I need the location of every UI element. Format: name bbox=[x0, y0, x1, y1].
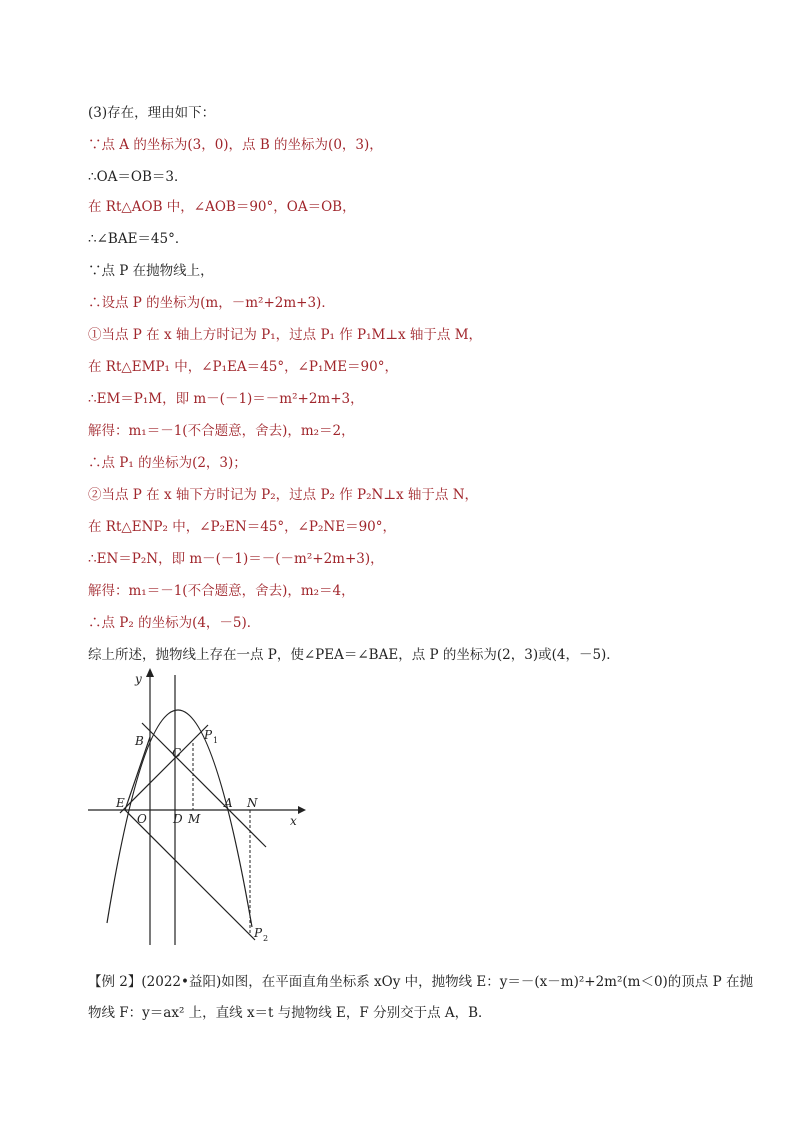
solution-line-text: ∴EM＝P₁M，即 m－(－1)＝－m²+2m+3， bbox=[88, 391, 364, 407]
solution-line bbox=[88, 550, 384, 568]
solution-line bbox=[88, 582, 355, 600]
solution-line-text: ∴OA＝OB＝3． bbox=[88, 169, 188, 185]
solution-line bbox=[88, 518, 396, 536]
y-axis-arrow bbox=[146, 668, 154, 677]
solution-line bbox=[88, 390, 364, 408]
label-D: D bbox=[173, 812, 183, 826]
solution-line bbox=[88, 486, 478, 504]
solution-line-text: ∵点 P 在抛物线上， bbox=[88, 263, 214, 279]
solution-line-text: ②当点 P 在 x 轴下方时记为 P₂，过点 P₂ 作 P₂N⊥x 轴于点 N， bbox=[88, 487, 479, 503]
solution-line bbox=[88, 646, 620, 664]
solution-line bbox=[88, 262, 214, 280]
label-M: M bbox=[188, 812, 201, 826]
solution-line bbox=[88, 198, 356, 216]
label-P2: P bbox=[254, 926, 263, 940]
solution-line bbox=[88, 422, 355, 440]
label-O: O bbox=[137, 812, 147, 826]
label-y: y bbox=[135, 672, 142, 686]
label-x: x bbox=[290, 814, 297, 828]
solution-line bbox=[88, 294, 335, 312]
label-C: C bbox=[172, 746, 182, 760]
line-EP1 bbox=[120, 725, 208, 813]
solution-line bbox=[88, 168, 187, 186]
solution-line bbox=[88, 614, 260, 632]
example-line-1: 【例 2】(2022•益阳)如图，在平面直角坐标系 xOy 中，抛物线 E：y＝－(x－m)²+2m²(m＜0)的顶点 P 在抛 bbox=[88, 974, 753, 990]
solution-line bbox=[88, 454, 247, 472]
solution-line-text: ①当点 P 在 x 轴上方时记为 P₁，过点 P₁ 作 P₁M⊥x 轴于点 M， bbox=[88, 327, 483, 343]
solution-line-text: ∴EN＝P₂N，即 m－(－1)＝－(－m²+2m+3)， bbox=[88, 551, 384, 567]
solution-line-text: 在 Rt△AOB 中，∠AOB＝90°，OA＝OB， bbox=[88, 199, 356, 215]
solution-line bbox=[88, 136, 383, 154]
solution-line-text: 在 Rt△ENP₂ 中，∠P₂EN＝45°，∠P₂NE＝90°， bbox=[88, 519, 397, 535]
example-line-2: 物线 F：y＝ax² 上，直线 x＝t 与抛物线 E，F 分别交于点 A，B． bbox=[88, 1005, 492, 1021]
solution-line-text: 在 Rt△EMP₁ 中，∠P₁EA＝45°，∠P₁ME＝90°， bbox=[88, 359, 398, 375]
label-A: A bbox=[224, 796, 233, 810]
label-P1: P bbox=[204, 728, 213, 742]
solution-line-text: ∵点 A 的坐标为(3，0)，点 B 的坐标为(0，3)， bbox=[88, 137, 383, 153]
solution-line-text: ∴点 P₂ 的坐标为(4，－5)． bbox=[88, 615, 261, 631]
solution-line-text: ∴∠BAE＝45°． bbox=[88, 231, 189, 247]
solution-line-text: ∴点 P₁ 的坐标为(2，3)； bbox=[88, 455, 247, 471]
label-N: N bbox=[247, 796, 258, 810]
solution-line-text: ∴设点 P 的坐标为(m，－m²+2m+3)． bbox=[88, 295, 335, 311]
solution-line-text: 解得：m₁＝－1(不合题意，舍去)，m₂＝4， bbox=[88, 583, 355, 599]
solution-line-text: (3)存在，理由如下： bbox=[88, 105, 216, 121]
x-axis-arrow bbox=[298, 806, 306, 814]
solution-line-text: 综上所述，抛物线上存在一点 P，使∠PEA＝∠BAE，点 P 的坐标为(2，3)或(4，－5)． bbox=[88, 647, 620, 663]
solution-line bbox=[88, 230, 188, 248]
line-EP2 bbox=[125, 810, 255, 940]
label-P2-sub: 2 bbox=[263, 934, 269, 943]
solution-line bbox=[88, 326, 482, 344]
label-E: E bbox=[116, 796, 125, 810]
label-P1-sub: 1 bbox=[213, 736, 219, 745]
solution-line-text: 解得：m₁＝－1(不合题意，舍去)，m₂＝2， bbox=[88, 423, 355, 439]
geometry-figure bbox=[80, 665, 320, 955]
solution-line bbox=[88, 104, 215, 122]
label-B: B bbox=[135, 734, 144, 748]
solution-line bbox=[88, 358, 398, 376]
